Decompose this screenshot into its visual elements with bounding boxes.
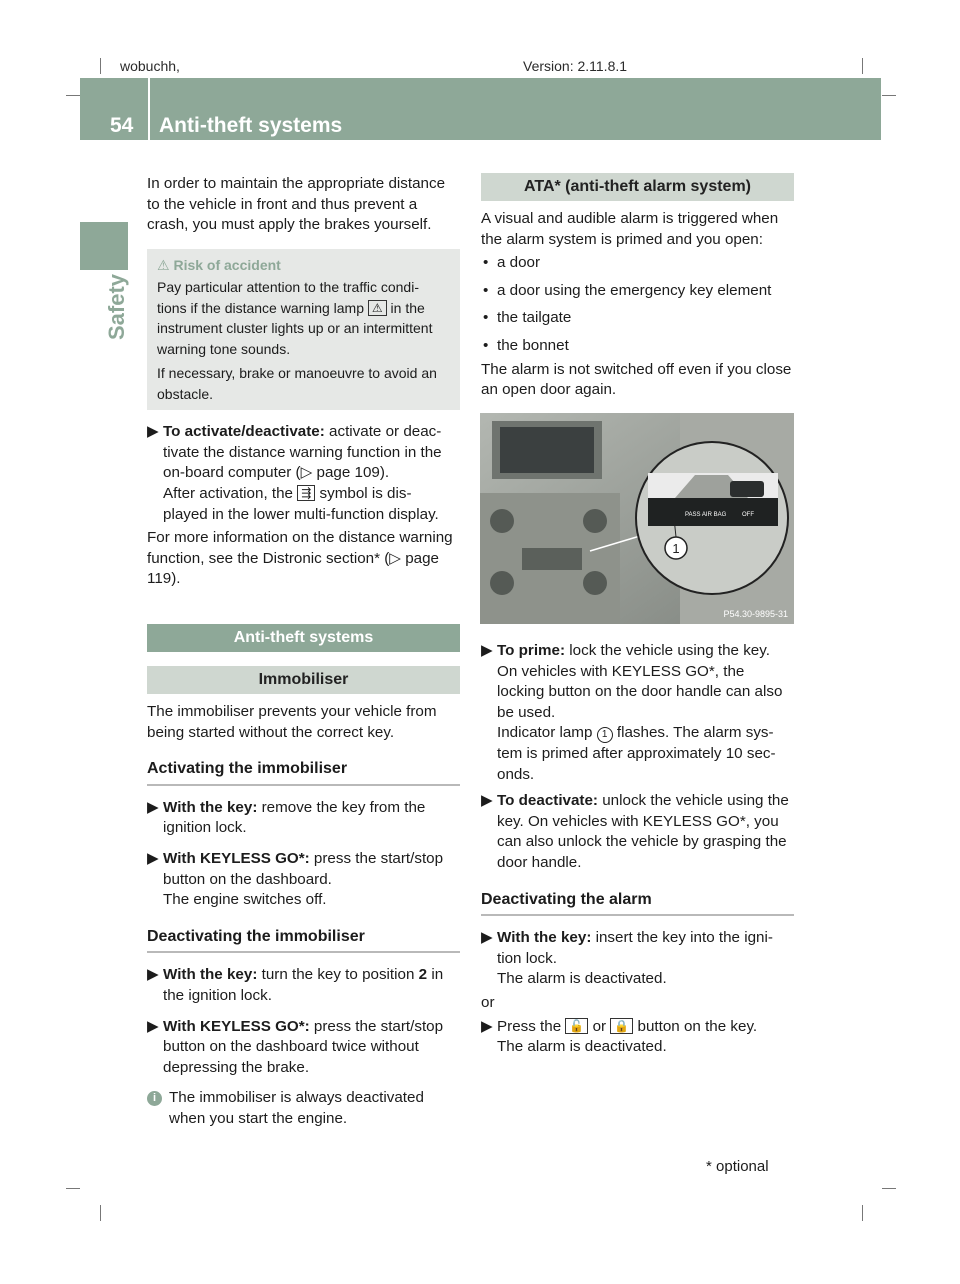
heading-activating: Activating the immobiliser — [147, 759, 460, 786]
right-column-lower — [481, 641, 794, 1058]
step-text: press the start/stop button on the dashboard twice without depressing the brake. — [163, 1017, 444, 1076]
step-arrow-icon: ▶ — [481, 792, 493, 810]
step-keyless-go — [147, 1017, 460, 1079]
step-result: The alarm is deactivated. — [497, 1038, 667, 1056]
step-or: or — [592, 1017, 607, 1035]
photo-callout-number: 1 — [672, 541, 680, 556]
step-arrow-icon: ▶ — [147, 850, 159, 867]
step-activate — [147, 422, 460, 525]
step-arrow-icon: ▶ — [147, 423, 159, 441]
warning-icon: ⚠ — [157, 256, 170, 273]
side-tab-box — [80, 222, 128, 270]
step-keyless-go — [147, 849, 460, 911]
distance-warning-lamp-icon: ⚠ — [368, 300, 387, 316]
unlock-button-icon: 🔓 — [565, 1018, 588, 1034]
warning-box — [147, 249, 460, 411]
photo-code: P54.30-9895-31 — [723, 609, 788, 619]
indicator-callout: 1 — [597, 727, 613, 743]
key-position: 2 — [418, 966, 428, 984]
title-separator — [148, 78, 150, 140]
section-heading-anti-theft: Anti-theft systems — [147, 624, 460, 652]
step-text-2: After activation, the — [163, 485, 294, 503]
top-bar — [80, 78, 881, 140]
step-deactivate — [481, 791, 794, 873]
left-column — [147, 174, 460, 1130]
step-with-key — [481, 928, 794, 990]
bullet-item: • the tailgate — [483, 309, 572, 327]
step-prime — [481, 641, 794, 785]
step-with-key — [147, 798, 460, 839]
step-text: press the start/stop button on the dashboard. — [163, 850, 444, 888]
step-text-2: On vehicles with KEYLESS GO*, the locking button on the door handle can also be used. — [497, 662, 783, 721]
subsection-heading-immobiliser: Immobiliser — [147, 666, 460, 694]
step-label: With KEYLESS GO*: — [163, 850, 310, 867]
step-text: lock the vehicle using the key. — [569, 642, 770, 659]
step-text-2: in the ignition lock. — [163, 966, 444, 1004]
more-info-text: For more information on the distance warning function, see the Distronic section* ( — [147, 529, 453, 567]
warning-text-1: Pay particular attention to the traffic condi- tions if the distance warning lamp — [157, 279, 419, 316]
after-bullets-text: The alarm is not switched off even if you close an open door again. — [481, 360, 792, 399]
heading-deactivating: Deactivating the immobiliser — [147, 927, 460, 954]
step-text: activate or deac- tivate the distance warning function in the on-board computer ( — [163, 423, 442, 482]
bullet-item: • a door using the emergency key element — [483, 281, 772, 299]
page-title: Anti-theft systems — [159, 114, 343, 137]
step-text-3b: flashes. The alarm sys- tem is primed after approximately 10 sec- onds. — [497, 724, 776, 783]
step-label: To prime: — [497, 642, 566, 659]
step-arrow-icon: ▶ — [147, 966, 159, 984]
step-result: The alarm is deactivated. — [497, 970, 667, 988]
step-label: To deactivate: — [497, 792, 598, 810]
lock-button-icon: 🔒 — [610, 1018, 633, 1034]
step-text: Press the — [497, 1017, 562, 1035]
header-right-text: Version: 2.11.8.1 — [523, 58, 628, 74]
step-arrow-icon: ▶ — [481, 1017, 493, 1035]
footer-optional-note: * optional — [706, 1158, 769, 1175]
step-text-b: button on the key. — [637, 1017, 758, 1035]
step-result: The engine switches off. — [163, 891, 327, 909]
page-ref-link[interactable]: page 119). — [147, 549, 439, 588]
warning-text-2: If necessary, brake or manoeuvre to avoid an obstacle. — [157, 365, 437, 402]
step-text: turn the key to position — [261, 966, 415, 984]
step-label: With the key: — [163, 798, 258, 816]
heading-ata: ATA* (anti-theft alarm system) — [481, 173, 794, 201]
info-text: The immobiliser is always deactivated when you start the engine. — [169, 1089, 424, 1127]
bullet-item: • the bonnet — [483, 336, 569, 354]
step-with-key — [147, 965, 460, 1006]
photo-airbag-label: PASS AIR BAG — [685, 512, 727, 518]
bullet-item: • a door — [483, 254, 541, 272]
step-text: insert the key into the igni- tion lock. — [497, 929, 773, 967]
heading-deactivating-alarm: Deactivating the alarm — [481, 890, 794, 917]
step-arrow-icon: ▶ — [481, 929, 493, 947]
warning-title: Risk of accident — [173, 256, 281, 273]
page-ref-arrow-icon: ▷ — [389, 549, 401, 567]
step-arrow-icon: ▶ — [481, 642, 493, 659]
step-label: To activate/deactivate: — [163, 423, 325, 441]
info-note — [147, 1088, 460, 1129]
page-ref-link[interactable]: page 109). — [316, 464, 390, 482]
console-photo — [480, 413, 794, 624]
step-text: remove the key from the ignition lock. — [163, 798, 426, 837]
step-press-button — [481, 1017, 794, 1058]
immobiliser-text: The immobiliser prevents your vehicle from being started without the correct key. — [147, 703, 437, 741]
step-text-3: symbol is dis- played in the lower multi-function display. — [163, 485, 439, 523]
or-text: or — [481, 993, 495, 1011]
step-label: With the key: — [497, 929, 592, 947]
page-ref-arrow-icon: ▷ — [300, 464, 313, 482]
photo-off-label: OFF — [742, 512, 754, 518]
side-tab-label: Safety — [104, 273, 129, 340]
header-left-text: wobuchh, — [120, 58, 180, 74]
warning-text-1b: in the instrument cluster lights up or an intermittent warning tone sounds. — [157, 299, 433, 357]
step-label: With KEYLESS GO*: — [163, 1017, 310, 1035]
intro-paragraph: In order to maintain the appropriate distance to the vehicle in front and thus prevent a crash, you must apply the brakes yourself. — [147, 175, 446, 234]
step-arrow-icon: ▶ — [147, 1017, 159, 1035]
distance-symbol-icon: ⇶ — [297, 485, 315, 501]
step-label: With the key: — [163, 966, 258, 984]
info-icon: i — [147, 1091, 162, 1106]
step-text: unlock the vehicle using the key. On vehicles with KEYLESS GO*, you can also unlock the vehicle by grasping the door handle. — [497, 792, 789, 871]
step-arrow-icon: ▶ — [147, 798, 159, 816]
right-column — [481, 173, 794, 401]
step-text-3a: Indicator lamp — [497, 724, 593, 742]
ata-intro: A visual and audible alarm is triggered when the alarm system is primed and you open: — [481, 210, 779, 248]
page-number: 54 — [110, 114, 134, 137]
